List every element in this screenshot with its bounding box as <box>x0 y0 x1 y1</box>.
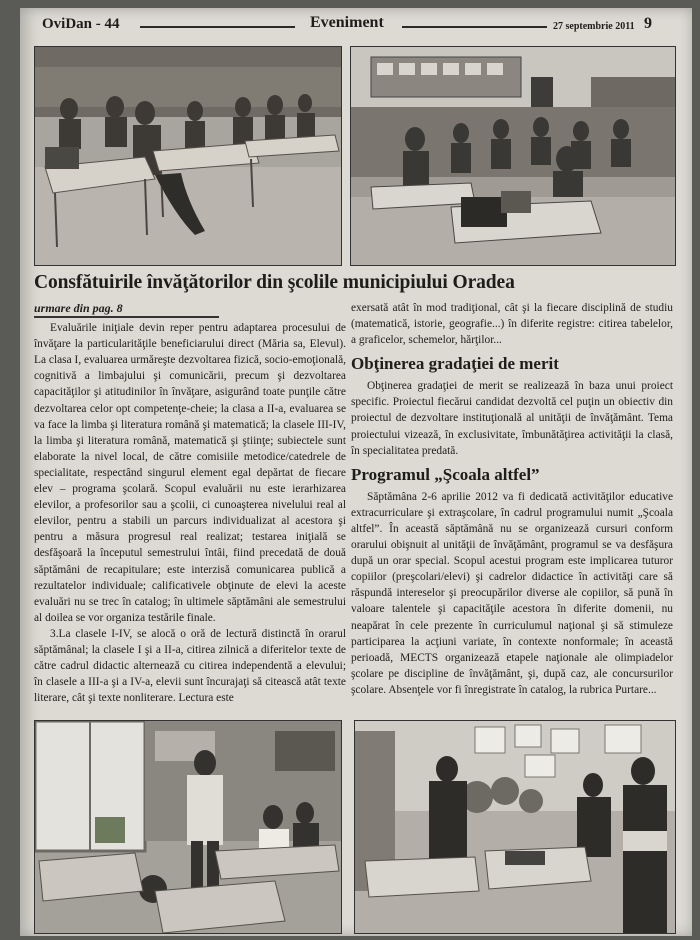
right-paragraph-reading-cont: exersată atât în mod tradiţional, cât şi la fiecare disciplină de studiu (matematică, istorie, geografie...) în diferite registre: citirea tabelelor, a graficelor, schemelor, hărţilor... <box>351 302 673 347</box>
photo-teachers-presenting <box>354 720 676 934</box>
subheading-merit: Obţinerea gradaţiei de merit <box>351 354 559 374</box>
photo-classroom-standing-teacher <box>34 720 342 934</box>
continued-from-kicker: urmare din pag. 8 <box>34 300 219 318</box>
section-name: Eveniment <box>310 14 384 31</box>
photo-classroom-laptop-right <box>350 46 676 266</box>
header-rule-right <box>402 26 547 28</box>
issue-date: 27 septembrie 2011 <box>553 21 635 32</box>
page-header <box>20 8 692 38</box>
left-paragraph-evaluation: Evaluările iniţiale devin reper pentru adaptarea procesului de învăţare la particularităţile beneficiarului direct (Măria sa, Elevul). La clasa I, evaluarea urmăreşte dezvoltarea fizică, socio-emoţională, cognitivă a limbajului şi comunicării, precum şi dezvoltarea capacităţilor şi atitudinilor în învăţare, asigurând toate punţile către dezvoltarea celor opt competenţe-cheie; la clasa a II-a, evaluarea se va face la limba şi literatura română şi matematică; la clasele III-IV, la limba şi literatura română, matematică şi ştiinţe; subiectele sunt elaborate la nivel local, de către comisiile metodice/catedrele de specialitate, respectând singurul element egal depărtat de fiecare elev – programa şcolară. Scopul evaluării nu este ierarhizarea elevilor, a profesorilor sau a şcolii, ci cunoaşterea nivelului real al elevilor, pentru a stabili un parcurs individualizat al acestora şi pentru a măsura progresul real realizat; testarea iniţială se desfăşoară la începutul semestrului întâi, fiind precedată de două săptămâni de recapitulare; este interzisă comunicarea publică a rezultatelor individuale; calificativele obţinute de elevi la aceste evaluări nu se trec în catalog; în ultimele săptămâni ale semestrului al doilea se vor organiza testările finale. <box>34 322 346 624</box>
paper-name: OviDan - 44 <box>42 16 120 32</box>
subheading-scoala-altfel: Programul „Şcoala altfel” <box>351 464 540 484</box>
page-number: 9 <box>644 15 652 32</box>
right-paragraph-merit: Obţinerea gradaţiei de merit se realizează în baza unui proiect specific. Proiectul fiecărui candidat dezvoltă cel puţin un obiectiv din proiectul de dezvoltare instituţională al unităţii de învăţământ. Tema proiectului vizează, în exclusivitate, îmbunătăţirea activităţii la clasă, în specialitatea predată. <box>351 380 673 457</box>
right-paragraph-scoala-altfel: Săptămâna 2-6 aprilie 2012 va fi dedicată activităţilor educative extracurriculare şi extraşcolare, în cadrul programului numit „Şcoala altfel”. În această săptămână nu se organizează cursuri conform orarului obişnuit al unităţii de învăţământ, programul se va desfăşura după un orar special. Scopul acestui program este implicarea tuturor copiilor (preşcolari/elevi) şi cadrelor didactice în activităţi care să răspundă intereselor şi preocupărilor diverse ale copiilor, să pună în valoare talentele şi capacităţile acestora în diferite domenii, nu neapărat în cele prezente în curriculumul naţional şi să stimuleze participarea la acţiuni variate, în contexte nonformale; în această perioadă, MECTS organizează etapele naţionale ale olimpiadelor şcolare pe discipline de învăţământ, şi, după caz, ale concursurilor şcolare. Absenţele vor fi înregistrate în catalog, la rubrica Purtare... <box>351 490 673 696</box>
right-column <box>351 300 673 698</box>
newspaper-page <box>20 8 692 936</box>
left-column <box>34 300 346 706</box>
header-rule-left <box>140 26 295 28</box>
article-headline: Consfătuirile învăţătorilor din şcolile municipiului Oradea <box>34 272 515 293</box>
photo-teachers-seated-left <box>34 46 342 266</box>
left-paragraph-reading: 3.La clasele I-IV, se alocă o oră de lectură distinctă în orarul săptămânal; la clasele I şi a II-a, citirea zilnică a diferitelor texte de către cadrul didactic alternează cu citirea independentă a elevului; în clasele a III-a şi a IV-a, elevii sunt încurajaţi să citească atât texte literare, cât şi texte nonliterare. Lectura este <box>34 627 346 705</box>
